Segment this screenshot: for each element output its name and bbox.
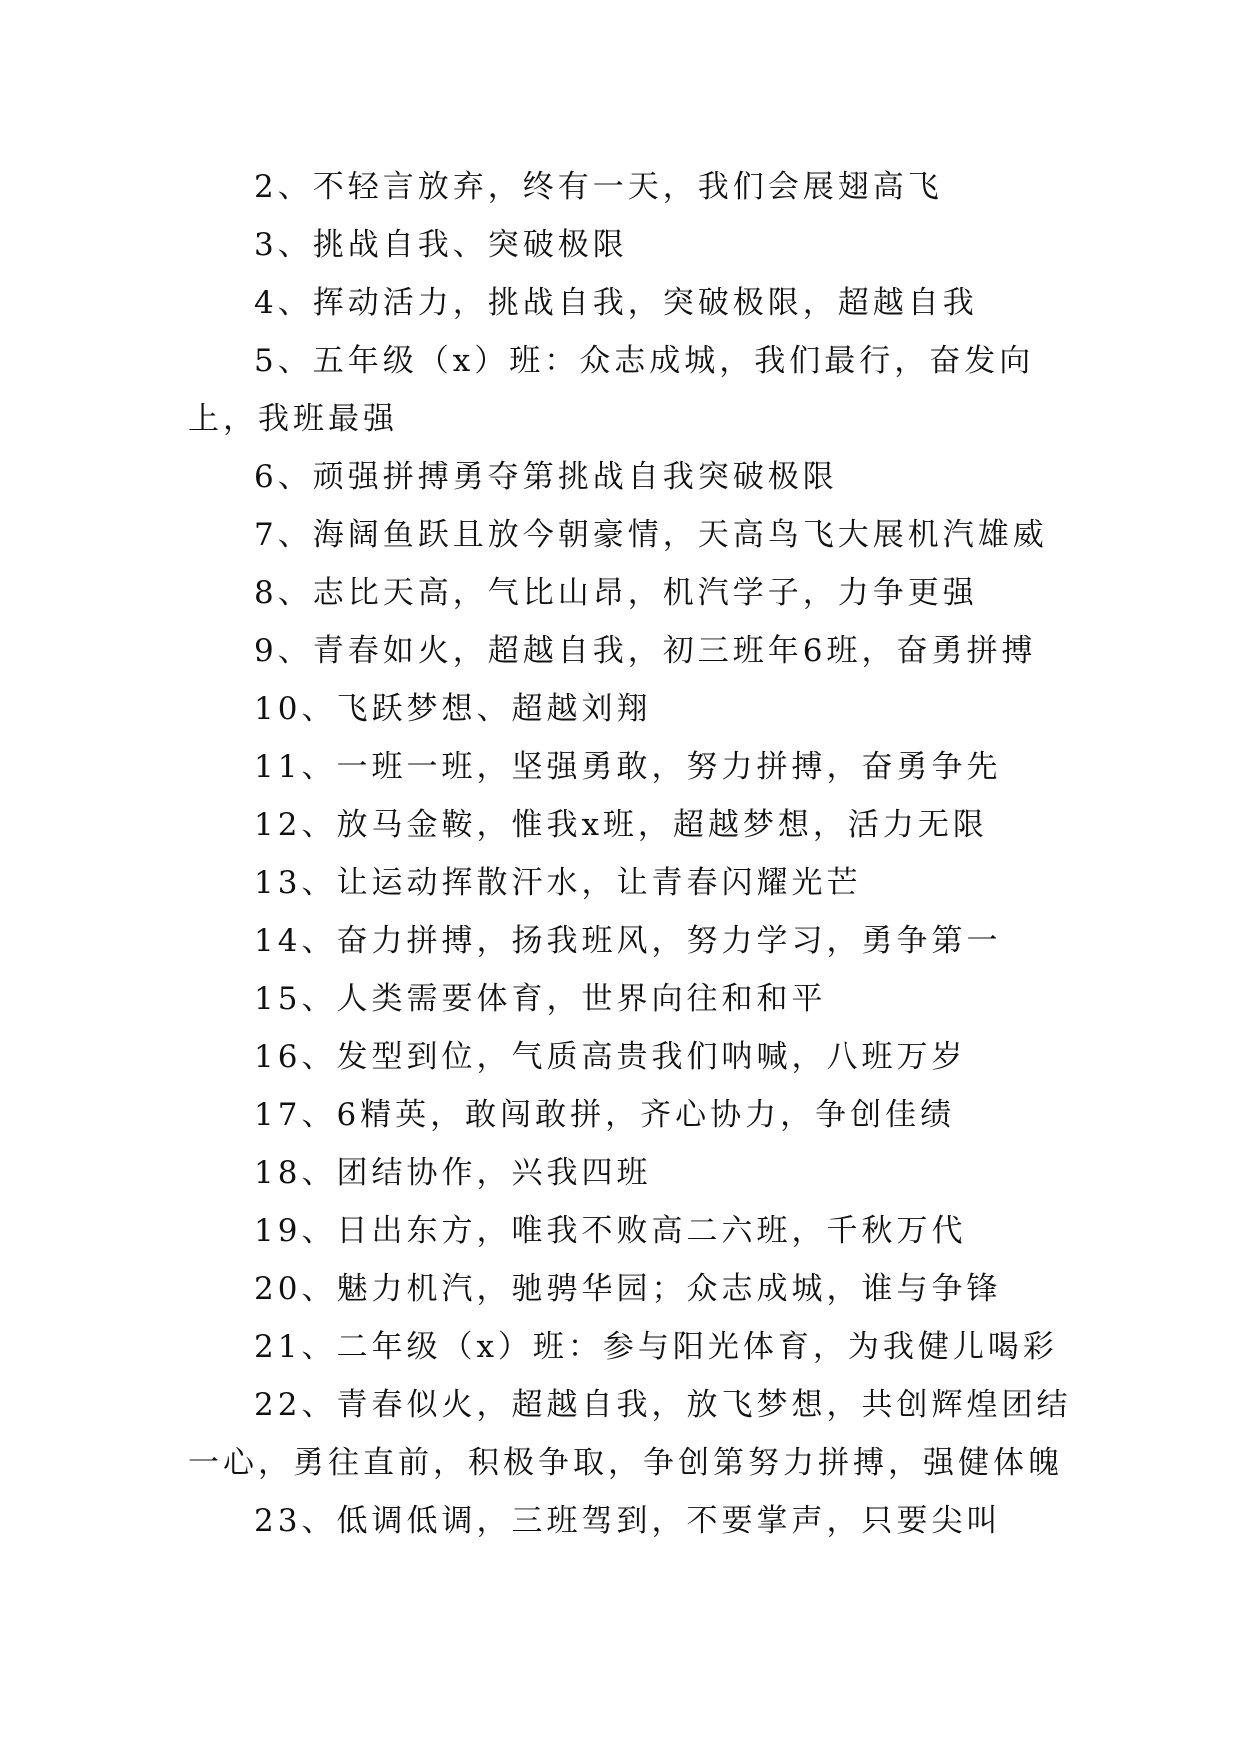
list-item: 13、让运动挥散汗水，让青春闪耀光芒 [254, 865, 862, 901]
list-item: 9、青春如火，超越自我，初三班年6班，奋勇拼搏 [254, 633, 1037, 669]
list-item: 17、6精英，敢闯敢拼，齐心协力，争创佳绩 [254, 1097, 956, 1133]
list-item: 11、一班一班，坚强勇敢，努力拼搏，奋勇争先 [254, 749, 1002, 785]
list-item: 22、青春似火，超越自我，放飞梦想，共创辉煌团结一心，勇往直前，积极争取，争创第努力拼搏，强健体魄 [188, 1387, 1072, 1481]
list-item: 16、发型到位，气质高贵我们呐喊，八班万岁 [254, 1039, 967, 1075]
list-item: 6、顽强拼搏勇夺第挑战自我突破极限 [254, 459, 838, 495]
list-item: 12、放马金鞍，惟我x班，超越梦想，活力无限 [254, 807, 988, 843]
list-item: 18、团结协作，兴我四班 [254, 1155, 652, 1191]
list-item: 4、挥动活力，挑战自我，突破极限，超越自我 [254, 285, 978, 321]
list-item: 8、志比天高，气比山昂，机汽学子，力争更强 [254, 575, 978, 611]
list-item: 2、不轻言放弃，终有一天，我们会展翅高飞 [254, 169, 943, 205]
list-item: 23、低调低调，三班驾到，不要掌声，只要尖叫 [254, 1503, 1002, 1539]
list-item: 20、魅力机汽，驰骋华园；众志成城，谁与争锋 [254, 1271, 1002, 1307]
document-body [188, 158, 1088, 1550]
list-item: 3、挑战自我、突破极限 [254, 227, 628, 263]
list-item: 5、五年级（x）班：众志成城，我们最行，奋发向上，我班最强 [188, 343, 1035, 437]
list-item: 10、飞跃梦想、超越刘翔 [254, 691, 652, 727]
list-item: 7、海阔鱼跃且放今朝豪情，天高鸟飞大展机汽雄威 [254, 517, 1048, 553]
list-item: 19、日出东方，唯我不败高二六班，千秋万代 [254, 1213, 967, 1249]
list-item: 14、奋力拼搏，扬我班风，努力学习，勇争第一 [254, 923, 1002, 959]
list-item: 15、人类需要体育，世界向往和和平 [254, 981, 827, 1017]
list-item: 21、二年级（x）班：参与阳光体育，为我健儿喝彩 [254, 1329, 1058, 1365]
